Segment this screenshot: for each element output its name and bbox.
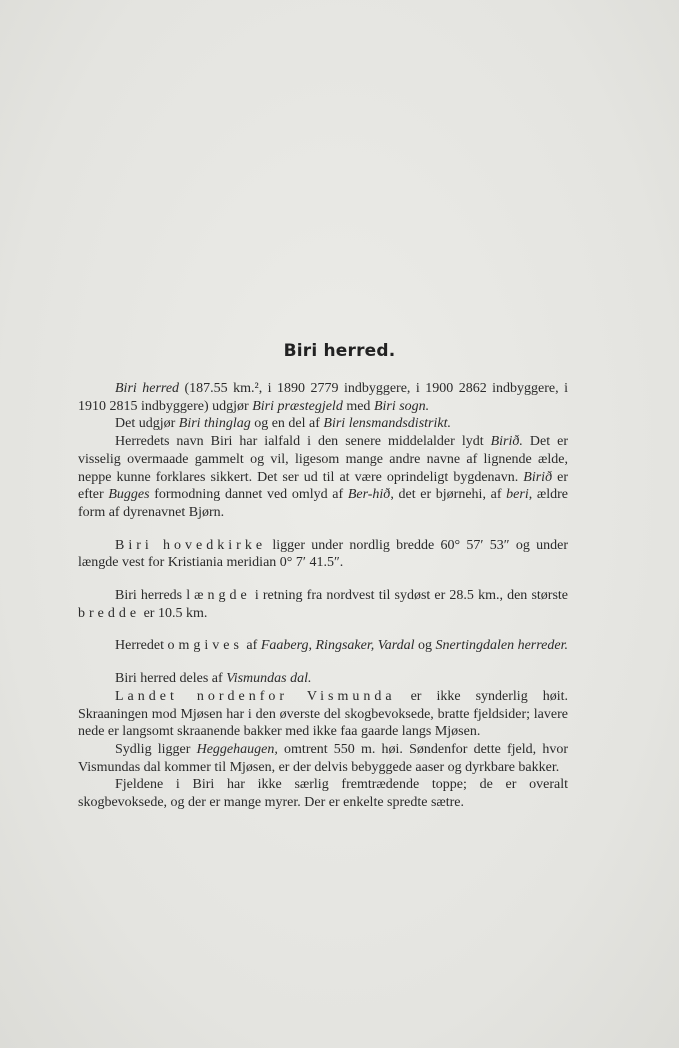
text-run: Det udgjør [115, 416, 179, 432]
text-run: med [342, 398, 374, 414]
text-run: , ældre form af dyrenavnet Bjørn. [78, 487, 568, 520]
text-run: , det er bjørnehi, af [390, 487, 507, 503]
spaced-text: længde [186, 588, 251, 604]
paragraph [78, 741, 568, 776]
text-run: ligger under nordlig bredde 60° 57′ 53″ og under længde vest for Kristiania meridian 0° 7′ 41.5″. [78, 537, 568, 571]
paragraph [78, 776, 568, 811]
text-run: er efter [78, 469, 568, 503]
italic-text: Bugges [108, 487, 150, 503]
text-run: er 10.5 km. [140, 605, 208, 621]
spaced-text: Landet nordenfor Vismunda [115, 688, 396, 704]
italic-text: Birið [523, 469, 553, 485]
paragraph [78, 637, 568, 655]
italic-text: Snertingdalen herreder. [435, 638, 569, 654]
text-run: Herredets navn Biri har ialfald i den senere middelalder lydt [115, 434, 491, 450]
text-run: (187.55 km.², i 1890 2779 indbyggere, i 1900 2862 indbyggere, i 1910 2815 indbyggere) udgjør [78, 381, 568, 414]
text-run: er ikke synderlig høit. Skraaningen mod Mjøsen har i den øverste del skogbevoksede, bratte fjeldsider; lavere nede er langsomt skraanende bakker med ikke faa gaarde langs Mjøsen. [78, 688, 568, 740]
text-run: Biri herred deles af [115, 671, 227, 687]
italic-text: Biri lensmandsdistrikt. [323, 416, 451, 432]
paragraph [78, 587, 568, 622]
text-run: Det er visselig overmaade gammelt og vil, ligesom mange andre navne af lignende ælde, neppe kunne forklares sikkert. Det ser ud til at være oprindeligt bygdenavn. [78, 434, 568, 485]
italic-text: Biri præstegjeld [252, 398, 343, 414]
spaced-text: omgives [167, 638, 243, 654]
paragraph [78, 537, 568, 572]
page-title: Biri herred. [283, 341, 396, 361]
spaced-text: bredde [78, 605, 141, 621]
text-run: formodning dannet ved omlyd af [149, 487, 348, 503]
paragraph [78, 688, 568, 741]
paragraph [78, 415, 568, 433]
text-run: og en del af [250, 416, 324, 432]
text-run: i retning fra nordvest til sydøst er 28.5 km., den største [250, 588, 568, 604]
italic-text: Ber-hið [347, 487, 391, 503]
paragraph [78, 433, 568, 522]
text-run: Biri herreds [115, 588, 187, 604]
text-run: omtrent 550 m. høi. Søndenfor dette fjeld, hvor Vismundas dal kommer til Mjøsen, er der delvis bebyggede aaser og dyrkbare bakker. [78, 741, 568, 775]
text-run: Fjeldene i Biri har ikke særlig fremtrædende toppe; de er overalt skogbevoksede, og der er mange myrer. Der er enkelte spredte sætre. [78, 777, 568, 811]
italic-text: Birið. [490, 434, 523, 450]
text-run: Herredet [115, 638, 168, 654]
italic-text: beri [506, 487, 529, 503]
italic-text: Biri herred [115, 381, 180, 396]
body-text [78, 380, 568, 812]
italic-text: Heggehaugen, [196, 741, 278, 757]
paragraph [78, 670, 568, 688]
italic-text: Biri thinglag [178, 416, 251, 432]
text-run: af [242, 638, 261, 654]
text-run: Sydlig ligger [115, 741, 197, 757]
paragraph [78, 380, 568, 415]
text-run: og [414, 638, 436, 654]
italic-text: Vismundas dal. [226, 671, 312, 687]
spaced-text: Biri hovedkirke [115, 537, 267, 553]
italic-text: Biri sogn. [373, 398, 430, 414]
italic-text: Faaberg, Ringsaker, Vardal [260, 638, 415, 654]
